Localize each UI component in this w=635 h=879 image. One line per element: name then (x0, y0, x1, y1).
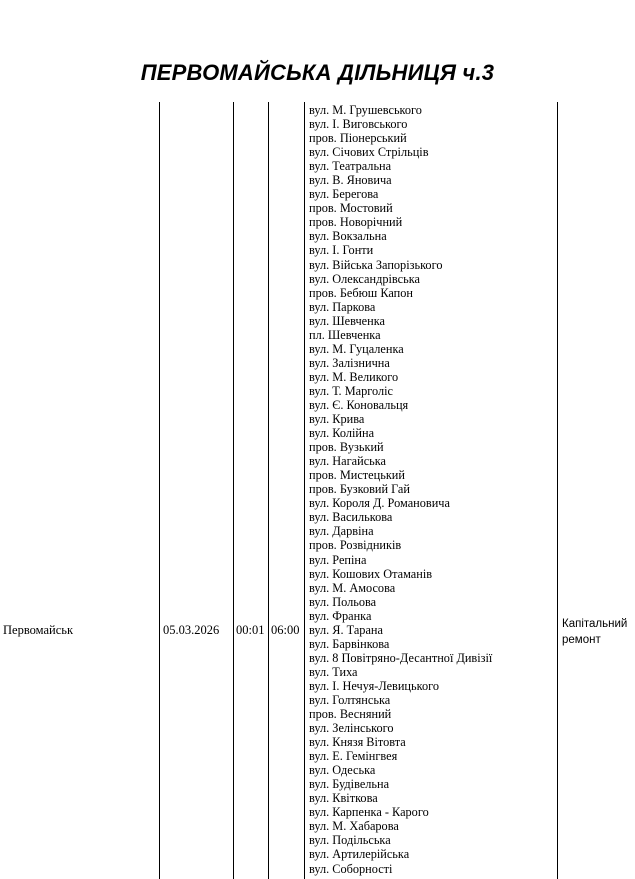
street-item: вул. Кошових Отаманів (309, 566, 433, 581)
street-item: вул. Квіткова (309, 791, 378, 806)
street-item: вул. Залізнична (309, 355, 390, 370)
street-item: вул. Я. Тарана (309, 622, 383, 637)
street-item: вул. Олександрівська (309, 271, 420, 286)
street-item: вул. Є. Коновальця (309, 397, 409, 412)
street-item: вул. Війська Запорізького (309, 257, 443, 272)
street-item: пров. Бузковий Гай (309, 482, 410, 497)
street-item: вул. Т. Марголіс (309, 383, 393, 398)
street-item: вул. Зелінського (309, 721, 394, 736)
street-item: вул. М. Амосова (309, 580, 396, 595)
street-item: вул. Нагайська (309, 454, 387, 469)
street-item: вул. Польова (309, 594, 377, 609)
street-item: вул. І. Виговського (309, 117, 408, 132)
time-end-cell: 06:00 (271, 623, 300, 637)
street-item: пров. Піонерський (309, 131, 407, 146)
street-item: вул. Артилерійська (309, 847, 410, 862)
street-item: пров. Вузький (309, 440, 384, 455)
date-cell: 05.03.2026 (163, 623, 220, 637)
street-item: вул. Князя Вітовта (309, 735, 406, 750)
street-item: вул. Подільська (309, 833, 391, 848)
street-item: вул. Соборності (309, 861, 393, 876)
street-item: вул. Короля Д. Романовича (309, 496, 450, 511)
street-item: вул. Січових Стрільців (309, 145, 429, 160)
street-item: вул. Тиха (309, 664, 358, 679)
street-item: вул. Голтянська (309, 692, 391, 707)
column-divider (304, 102, 305, 879)
street-item: вул. М. Великого (309, 369, 399, 384)
street-item: вул. М. Грушевського (309, 103, 422, 117)
street-item: вул. Карпенка - Карого (309, 805, 429, 820)
street-item: пров. Мистецький (309, 468, 405, 483)
street-item: вул. Шевченка (309, 313, 385, 328)
street-item: вул. Дарвіна (309, 524, 374, 539)
street-item: вул. Паркова (309, 299, 376, 314)
street-item: вул. Франка (309, 608, 372, 623)
street-item: вул. Будівельна (309, 777, 390, 792)
locality-cell: Первомайськ (3, 623, 74, 637)
street-item: пров. Мостовий (309, 201, 393, 216)
street-item: пл. Шевченка (309, 327, 381, 342)
column-divider (268, 102, 269, 879)
street-item: вул. Репіна (309, 552, 367, 567)
street-item: вул. Барвінкова (309, 636, 390, 651)
street-item: вул. І. Гонти (309, 243, 374, 258)
street-item: вул. Крива (309, 412, 365, 427)
street-item: вул. Василькова (309, 510, 393, 525)
street-item: вул. Е. Гемінгвея (309, 749, 398, 764)
column-divider (557, 102, 558, 879)
street-item: вул. Берегова (309, 187, 379, 202)
column-divider (159, 102, 160, 879)
street-item: пров. Розвідників (309, 538, 402, 553)
street-item: вул. Театральна (309, 159, 392, 174)
street-item: вул. Колійна (309, 426, 375, 441)
street-item: вул. Вокзальна (309, 229, 387, 244)
street-list (309, 103, 557, 876)
street-item: вул. 8 Повітряно-Десантної Дивізії (309, 650, 493, 665)
street-item: вул. Одеська (309, 763, 376, 778)
page-title: ПЕРВОМАЙСЬКА ДІЛЬНИЦЯ ч.3 (140, 60, 495, 85)
column-divider (233, 102, 234, 879)
time-start-cell: 00:01 (236, 623, 265, 637)
street-item: вул. М. Хабарова (309, 819, 399, 834)
street-item: вул. І. Нечуя-Левицького (309, 678, 440, 693)
street-item: вул. В. Яновича (309, 173, 392, 188)
street-item: вул. М. Гуцаленка (309, 341, 404, 356)
reason-cell: Капітальний ремонт (562, 618, 628, 646)
street-item: пров. Новорічний (309, 215, 403, 230)
street-item: пров. Бебюш Капон (309, 285, 413, 300)
street-item: пров. Весняний (309, 707, 392, 722)
